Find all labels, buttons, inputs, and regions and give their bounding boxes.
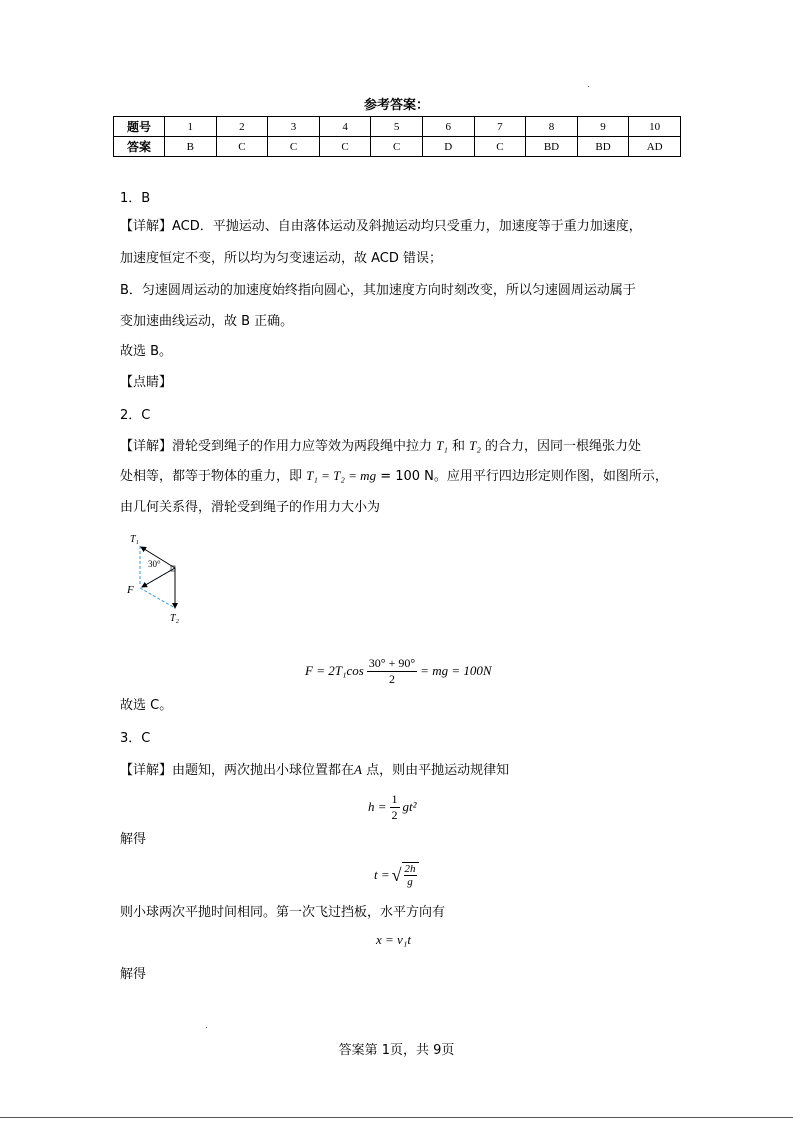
- sqrt-sign: √: [391, 864, 402, 885]
- equation-inline: T₁ = T₂ = mg: [306, 468, 377, 483]
- label-t2: T₂: [170, 613, 180, 624]
- table-cell: C: [216, 137, 268, 157]
- table-cell: C: [268, 137, 320, 157]
- table-cell: 1: [165, 117, 217, 137]
- fraction-numerator: 30° + 90°: [368, 655, 416, 670]
- label-f: F: [127, 584, 134, 596]
- q2-choose: 故选 C。: [120, 698, 173, 713]
- q1-detail-line-1: [120, 218, 642, 236]
- q1-choose: 故选 B。: [120, 344, 173, 359]
- detail-tag: 【详解】: [120, 439, 173, 454]
- label-t1: T₁: [130, 534, 140, 545]
- text: 和: [447, 439, 470, 454]
- table-cell: 9: [577, 117, 629, 137]
- symbol-t2: T₂: [469, 438, 481, 453]
- table-cell: 2: [216, 117, 268, 137]
- row-header-answer: 答案: [114, 137, 165, 157]
- equation-left: t =: [374, 867, 390, 882]
- table-cell: BD: [577, 137, 629, 157]
- equation-x: x = v₁t: [376, 932, 411, 947]
- point-a: A: [354, 762, 362, 777]
- table-cell: C: [474, 137, 526, 157]
- text: 点，则由平抛运动规律知: [361, 763, 510, 778]
- table-cell: 7: [474, 117, 526, 137]
- q1-comment-tag: 【点睛】: [120, 375, 173, 390]
- equation-left: h =: [368, 799, 387, 814]
- fraction: [402, 862, 419, 888]
- fraction-numerator: 2h: [404, 863, 416, 875]
- equation-h: [368, 791, 417, 823]
- answer-table: [113, 116, 681, 157]
- parallel-dashed-line: [140, 588, 175, 608]
- table-cell: 4: [319, 117, 371, 137]
- table-cell: C: [319, 137, 371, 157]
- detail-tag: 【详解】: [120, 219, 173, 234]
- equation-left: F = 2T₁cos: [305, 663, 364, 678]
- q3-detail-line-1: [120, 761, 509, 780]
- text: 滑轮受到绳子的作用力应等效为两段绳中拉力: [172, 439, 437, 454]
- table-cell: D: [422, 137, 474, 157]
- table-cell: 8: [526, 117, 578, 137]
- fraction: [390, 792, 400, 823]
- q3-solve-2: 解得: [120, 967, 147, 982]
- text: 由题知，两次抛出小球位置都在: [172, 763, 355, 778]
- text: 处相等，都等于物体的重力，即: [120, 469, 307, 484]
- q2-number: 2．C: [120, 408, 151, 423]
- page-title: 参考答案：: [363, 98, 429, 113]
- fraction: [367, 656, 417, 687]
- detail-tag: 【详解】: [120, 763, 173, 778]
- table-cell: 3: [268, 117, 320, 137]
- answer-table-answer-row: [114, 137, 681, 157]
- equation-t: [374, 858, 419, 892]
- f-vector: [142, 568, 175, 587]
- q3-solve-1: 解得: [120, 832, 147, 847]
- q1-detail-line-4: 变加速曲线运动，故 B 正确。: [120, 314, 294, 329]
- q1-detail-line-2: 加速度恒定不变，所以均为匀变速运动，故 ACD 错误；: [120, 251, 443, 266]
- fraction-denominator: 2: [391, 807, 398, 822]
- equation-right: gt²: [402, 799, 417, 814]
- answer-table-number-row: [114, 117, 681, 137]
- q3-detail-line-2: 则小球两次平抛时间相同。第一次飞过挡板，水平方向有: [120, 905, 446, 920]
- table-cell: 6: [422, 117, 474, 137]
- q3-number: 3．C: [120, 731, 151, 746]
- table-cell: 5: [371, 117, 423, 137]
- fraction-denominator: 2: [388, 671, 395, 686]
- bottom-rule: [0, 1117, 793, 1118]
- fraction-denominator: g: [407, 876, 413, 888]
- fraction-numerator: 1: [391, 791, 398, 806]
- q2-detail-line-2: [120, 467, 668, 486]
- symbol-t1: T₁: [436, 438, 448, 453]
- force-diagram: [120, 528, 200, 628]
- table-cell: BD: [526, 137, 578, 157]
- text: 的合力，因同一根绳张力处: [480, 439, 642, 454]
- row-header-number: 题号: [114, 117, 165, 137]
- table-cell: C: [371, 137, 423, 157]
- equation-f: [305, 656, 492, 686]
- scan-dot: [206, 1027, 207, 1028]
- q1-detail-line-3: B．匀速圆周运动的加速度始终指向圆心，其加速度方向时刻改变，所以匀速圆周运动属于: [120, 283, 636, 298]
- table-cell: 10: [629, 117, 681, 137]
- text: = 100 N。应用平行四边形定则作图，如图所示，: [376, 469, 668, 484]
- table-cell: B: [165, 137, 217, 157]
- equation-right: = mg = 100N: [420, 663, 492, 678]
- table-cell: AD: [629, 137, 681, 157]
- page-footer: 答案第 1页，共 9页: [338, 1043, 455, 1058]
- text: ACD．平抛运动、自由落体运动及斜抛运动均只受重力，加速度等于重力加速度，: [172, 219, 642, 234]
- q2-detail-line-1: [120, 437, 641, 456]
- scan-dot: [588, 86, 589, 87]
- q2-detail-line-3: 由几何关系得，滑轮受到绳子的作用力大小为: [120, 500, 381, 515]
- label-angle: 30°: [148, 559, 161, 569]
- q1-number: 1．B: [120, 191, 151, 206]
